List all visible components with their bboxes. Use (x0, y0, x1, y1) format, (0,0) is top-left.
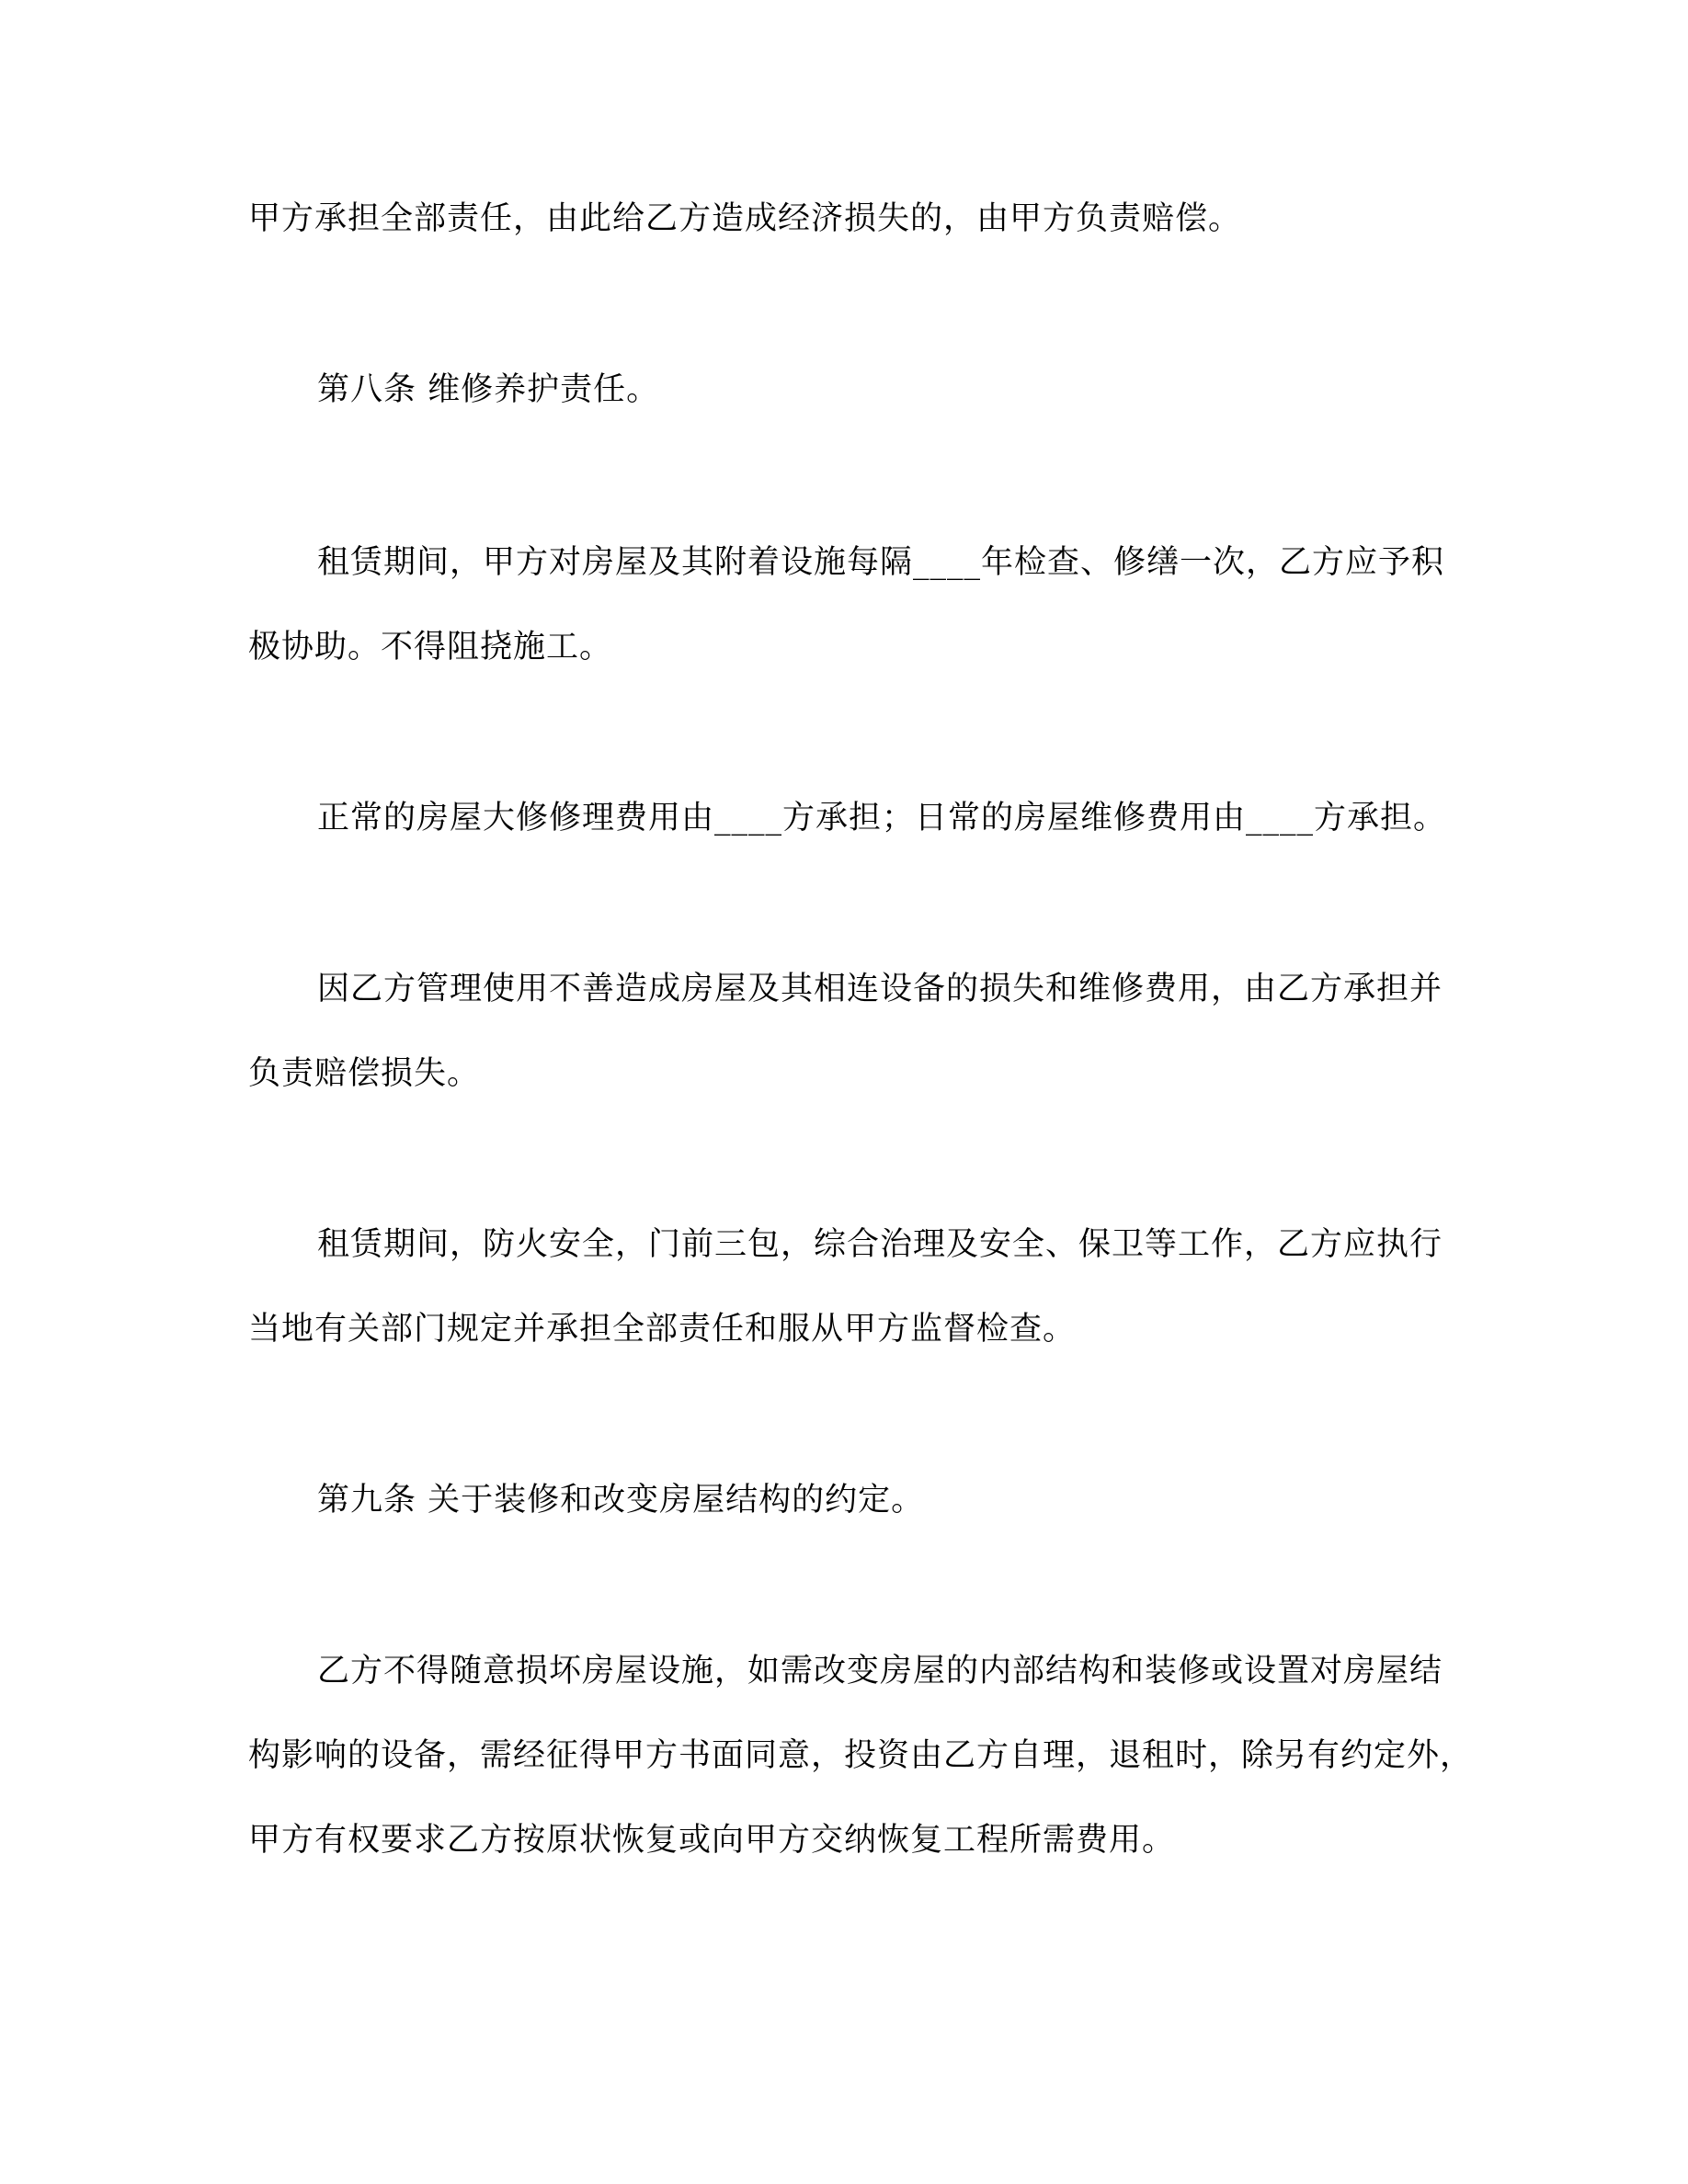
paragraph-line: 乙方不得随意损坏房屋设施，如需改变房屋的内部结构和装修或设置对房屋结 (317, 1653, 1443, 1689)
paragraph-line: 负责赔偿损失。 (248, 1055, 481, 1092)
paragraph-line: 当地有关部门规定并承担全部责任和服从甲方监督检查。 (248, 1311, 1077, 1348)
article-heading: 第八条 维修养护责任。 (317, 371, 660, 408)
paragraph-line: 租赁期间，防火安全，门前三包，综合治理及安全、保卫等工作，乙方应执行 (317, 1226, 1443, 1263)
paragraph-line: 租赁期间，甲方对房屋及其附着设施每隔____年检查、修缮一次，乙方应予积 (317, 544, 1445, 581)
paragraph-line: 构影响的设备，需经征得甲方书面同意，投资由乙方自理，退租时，除另有约定外， (248, 1737, 1474, 1774)
paragraph-line: 甲方有权要求乙方按原状恢复或向甲方交纳恢复工程所需费用。 (248, 1822, 1176, 1859)
paragraph-line: 因乙方管理使用不善造成房屋及其相连设备的损失和维修费用，由乙方承担并 (317, 971, 1443, 1007)
paragraph-line: 正常的房屋大修修理费用由____方承担；日常的房屋维修费用由____方承担。 (317, 800, 1447, 836)
article-heading: 第九条 关于装修和改变房屋结构的约定。 (317, 1482, 925, 1519)
paragraph-line: 极协助。不得阻挠施工。 (248, 629, 613, 665)
paragraph-line: 甲方承担全部责任，由此给乙方造成经济损失的，由甲方负责赔偿。 (248, 200, 1242, 237)
